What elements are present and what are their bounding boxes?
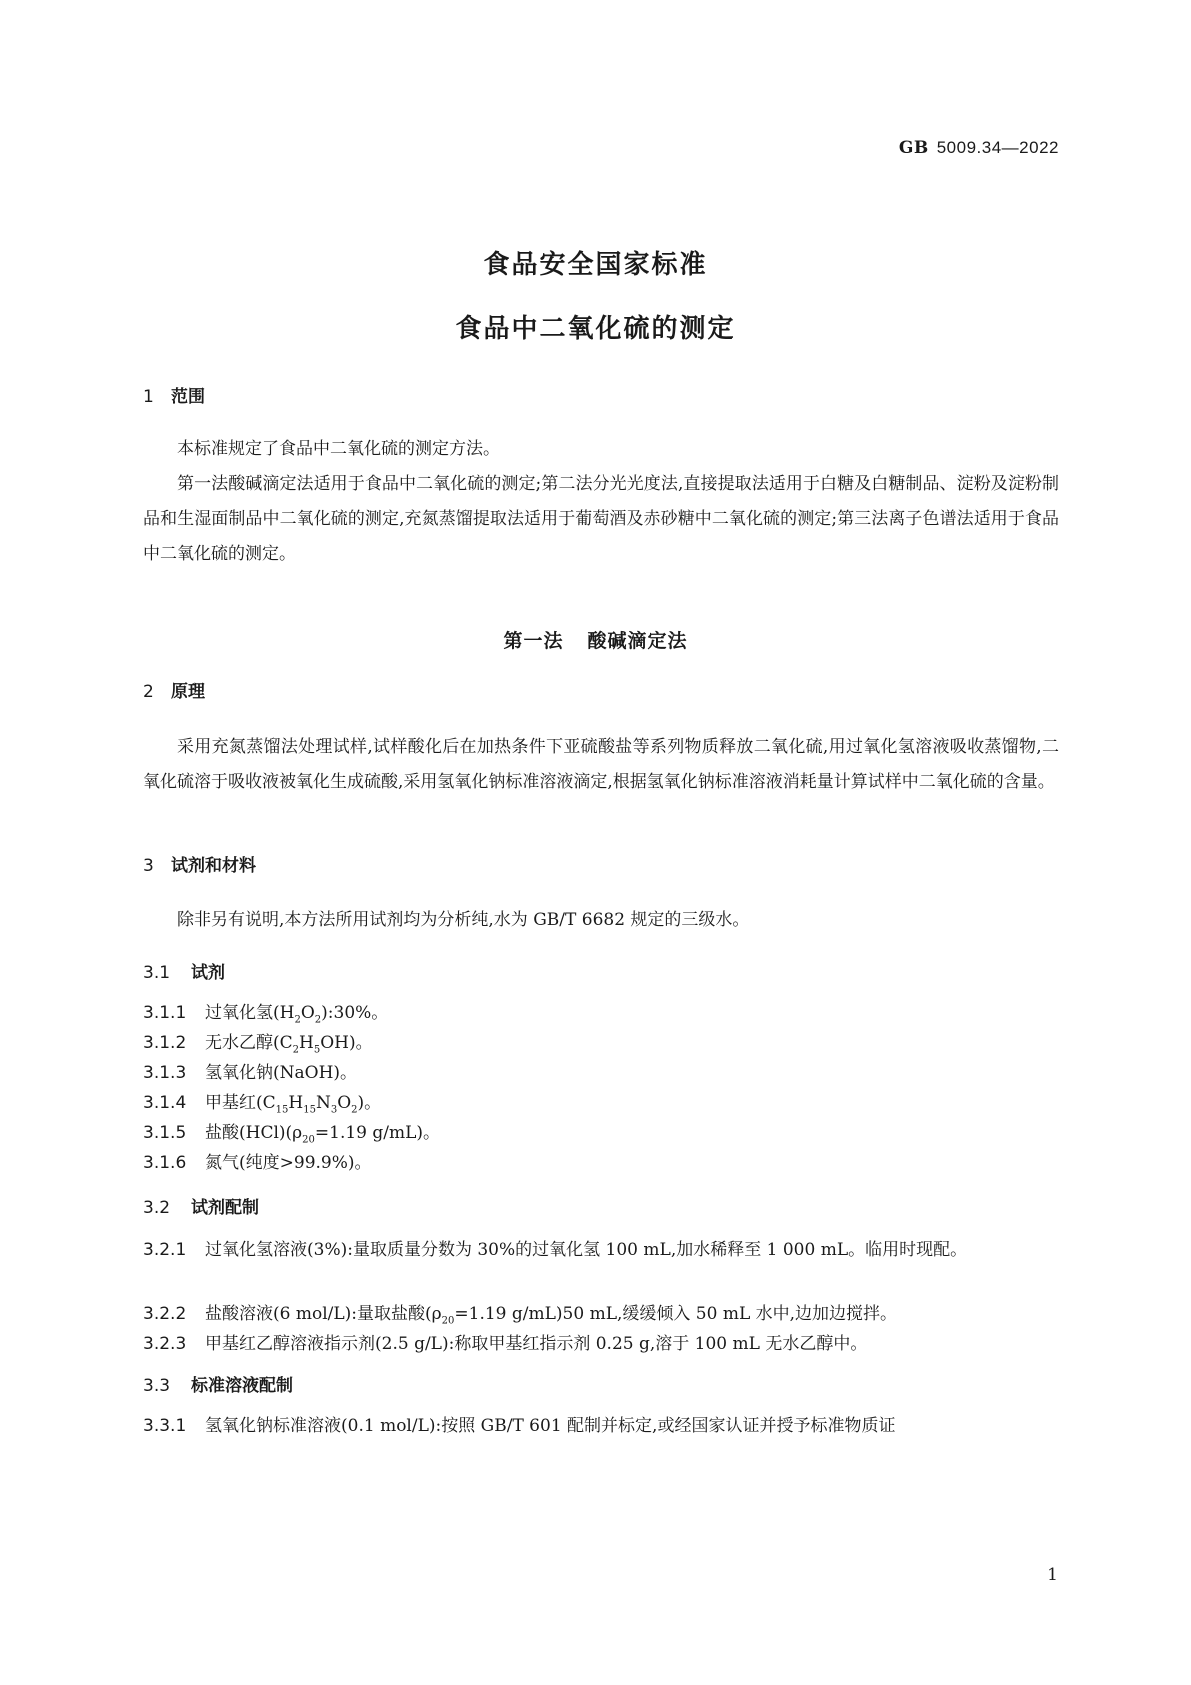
paragraph: 除非另有说明,本方法所用试剂均为分析纯,水为 GB/T 6682 规定的三级水。 <box>177 910 750 930</box>
standard-prefix: GB <box>898 138 929 158</box>
method-heading: 第一法 酸碱滴定法 <box>503 630 688 652</box>
list-item: 3.1.3 氢氧化钠(NaOH)。 <box>143 1063 358 1083</box>
section-1-body <box>143 432 1059 572</box>
document-title: 食品安全国家标准 <box>483 250 708 280</box>
list-item: 3.2.2 盐酸溶液(6 mol/L):量取盐酸($\rho_{20}=1.19$ g/mL)50 mL,缓缓倾入 50 mL 水中,边加边搅拌。 <box>143 1304 898 1327</box>
subsection-heading-3-3: 3.3 标准溶液配制 <box>143 1376 293 1396</box>
standard-code <box>899 138 1059 158</box>
standard-number: 5009.34—2022 <box>936 138 1059 157</box>
subsection-heading-3-2: 3.2 试剂配制 <box>143 1198 259 1218</box>
list-item: 3.2.1 过氧化氢溶液(3%):量取质量分数为 30%的过氧化氢 100 mL,加水稀释至 1 000 mL。临用时现配。 <box>143 1240 968 1260</box>
section-3-body <box>143 903 1059 938</box>
page-number: 1 <box>1047 1565 1058 1585</box>
section-heading-2: 2 原理 <box>143 682 205 702</box>
list-item: 3.1.2 无水乙醇$(C_2H_5OH)$。 <box>143 1033 373 1056</box>
list-item: 3.1.6 氮气(纯度>99.9%)。 <box>143 1153 372 1173</box>
list-item: 3.1.4 甲基红$(C_{15}H_{15}N_3O_2)$。 <box>143 1093 382 1116</box>
list-item: 3.2.3 甲基红乙醇溶液指示剂(2.5 g/L):称取甲基红指示剂 0.25 g,溶于 100 mL 无水乙醇中。 <box>143 1334 868 1354</box>
list-item: 3.3.1 氢氧化钠标准溶液(0.1 mol/L):按照 GB/T 601 配制并标定,或经国家认证并授予标准物质证 <box>143 1416 896 1436</box>
list-item: 3.1.1 过氧化氢$(H_2O_2):30\%$。 <box>143 1003 389 1026</box>
document-subtitle: 食品中二氧化硫的测定 <box>455 314 736 344</box>
paragraph: 采用充氮蒸馏法处理试样,试样酸化后在加热条件下亚硫酸盐等系列物质释放二氧化硫,用过氧化氢溶液吸收蒸馏物,二氧化硫溶于吸收液被氧化生成硫酸,采用氢氧化钠标准溶液滴定,根据氢氧化钠标准溶液消耗量计算试样中二氧化硫的含量。 <box>143 737 1059 792</box>
section-heading-3: 3 试剂和材料 <box>143 856 256 876</box>
list-item: 3.1.5 盐酸$(HCl)(\rho_{20}=1.19$ g/mL)。 <box>143 1123 441 1146</box>
section-2-body <box>143 730 1059 800</box>
paragraph: 本标准规定了食品中二氧化硫的测定方法。 <box>177 439 500 459</box>
section-heading-1: 1 范围 <box>143 387 205 407</box>
subsection-heading-3-1: 3.1 试剂 <box>143 963 225 983</box>
paragraph: 第一法酸碱滴定法适用于食品中二氧化硫的测定;第二法分光光度法,直接提取法适用于白糖及白糖制品、淀粉及淀粉制品和生湿面制品中二氧化硫的测定,充氮蒸馏提取法适用于葡萄酒及赤砂糖中二氧化硫的测定;第三法离子色谱法适用于食品中二氧化硫的测定。 <box>143 474 1059 564</box>
